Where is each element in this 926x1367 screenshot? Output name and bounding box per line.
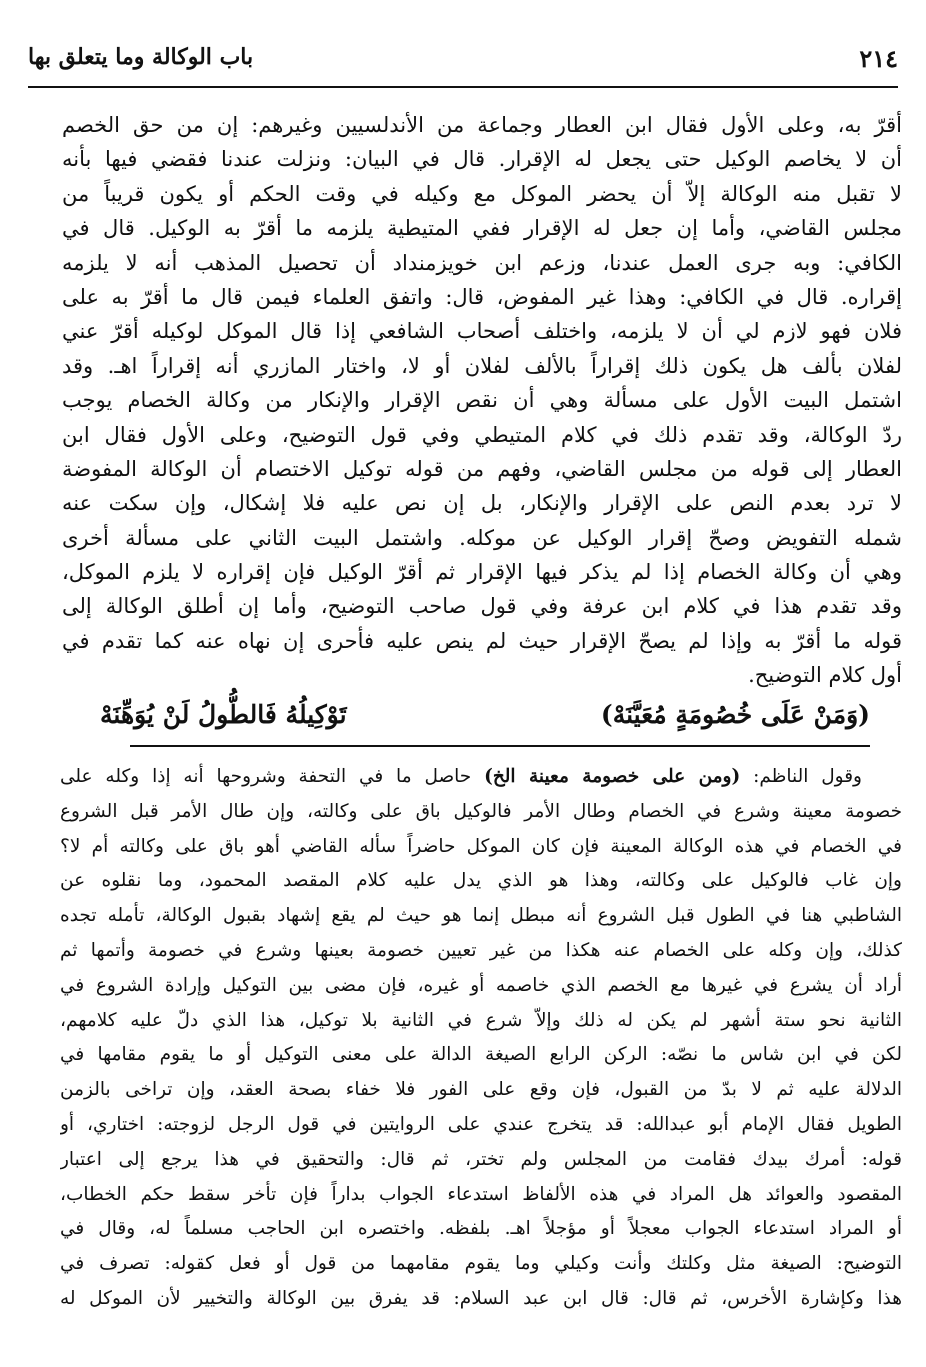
main-text [62, 108, 902, 693]
text-line: أول كلام التوضيح. [748, 663, 902, 688]
commentary-line: الثانية نحو ستة أشهر لم يكن له ذلك وإلاّ شرع في الثانية بلا توكيل، هذا الذي دلّ عليه كلامهم، [60, 1009, 902, 1031]
commentary-line: الشاطبي هنا في الطول قبل الشروع أنه مبطل إنما هو حيث لم يقع إشهاد بقبول الوكالة، تأمله تجده [60, 905, 902, 927]
commentary-line: في الخصام في هذه الوكالة المعينة فإن كان الموكل حاضراً سأله القاضي أهو باق على وكالته أم لا؟ [60, 835, 902, 857]
commentary-line: أو المراد استدعاء الجواب معجلاً أو مؤجلاً اهـ. بلفظه. واختصره ابن الحاجب مسلماً له، وقال في [60, 1218, 902, 1240]
page-number: ٢١٤ [859, 44, 898, 73]
commentary-line: المقصود والعوائد هل المراد في هذه الألفاظ استدعاء الجواب بداراً فإن تأخر سقط حكم الخطاب، [60, 1183, 902, 1205]
commentary-line: التوضيح: الصيغة مثل وكلتك وأنت وكيلي وما يقوم مقامهما من قول أو فعل كقوله: تصرف في [60, 1253, 902, 1275]
quoted-verse: (ومن على خصومة معينة الخ) [484, 766, 741, 787]
page-header [28, 42, 898, 78]
commentary-line: وإن غاب فالوكيل على وكالته، وهذا هو الذي يدل عليه كلام المقصد المحمود، وما نقلوه عن [60, 870, 902, 892]
text-line: اشتمل البيت الأول على مسألة وهي أن نقص الإقرار والإنكار من وكالة الخصام يوجب [62, 388, 902, 413]
text-line: وقد تقدم هذا في كلام ابن عرفة وفي قول صاحب التوضيح، وأما إن أطلق الوكالة إلى [62, 594, 902, 619]
commentary-line: لكن في ابن شاس ما نصّه: الركن الرابع الصيغة الدالة على معنى التوكيل أو ما يقوم مقامها في [60, 1044, 902, 1066]
running-title: باب الوكالة وما يتعلق بها [28, 44, 254, 70]
commentary-line: الطويل فقال الإمام أبو عبدالله: قد يتخرج عندي على الروايتين في قول الرجل لزوجته: اختاري، أو [60, 1113, 902, 1135]
commentary-text [60, 760, 902, 1317]
text-line: أن لا يخاصم الوكيل حتى يجعل له الإقرار. قال في البيان: ونزلت عندنا فقضي فيها بأنه [62, 147, 902, 172]
text-line: الكافي: وبه جرى العمل عندنا، وزعم ابن خويزمنداد أن تحصيل المذهب أنه لا يلزمه [62, 250, 902, 275]
text-line: ردّ الوكالة، وقد تقدم ذلك في كلام المتيطي وفي قول التوضيح، وعلى الأول فقال ابن [62, 422, 902, 447]
verse-line [100, 700, 870, 740]
text-line: العطار إلى قوله من مجلس القاضي، وفهم من قوله توكيل الاختصام أن الوكالة المفوضة [62, 456, 902, 481]
text-line: قوله ما أقرّ به وإذا لم يصحّ الإقرار حيث لم ينص عليه فأحرى إن نهاه عنه كما تقدم في [62, 628, 902, 653]
text-line: وهي أن وكالة الخصام إذا لم يذكر فيها الإقرار ثم أقرّ الوكيل فإن إقراره لا يلزم الموكل، [62, 560, 902, 585]
verse-second-hemistich: تَوْكِيلُهُ فَالطُّولُ لَنْ يُوَهِّنَهْ [100, 700, 347, 729]
commentary-line: أراد أن يشرع في غيرها مع الخصم الذي خاصمه أو غيره، فإن مضى بين التوكيل وإرادة الشروع في [60, 974, 902, 996]
header-divider [28, 86, 898, 88]
text-line: لا ترد بعدم النص على الإقرار والإنكار، بل إن نص عليه فلا إشكال، وإن سكت عنه [62, 491, 902, 516]
text-line: فلان فهو لازم لي أن لا يلزمه، واختلف أصحاب الشافعي إذا قال الموكل لوكيله أقرّ عني [62, 319, 902, 344]
text-line: لا تقبل منه الوكالة إلاّ أن يحضر الموكل مع وكيله في وقت الحكم أو يكون قريباً من [62, 181, 902, 206]
text-line: أقرّ به، وعلى الأول فقال ابن العطار وجماعة من الأندلسيين وغيرهم: إن من حق الخصم [62, 113, 902, 137]
text-line: شمله التفويض وصحّ إقرار الوكيل عن موكله. واشتمل البيت الثاني على مسألة أخرى [62, 525, 902, 550]
commentary-prefix: وقول الناظم: [740, 766, 862, 787]
verse-first-hemistich: (وَمَنْ عَلَى خُصُومَةٍ مُعَيَّنَهْ) [600, 700, 870, 729]
verse-divider [130, 745, 870, 747]
commentary-rest: حاصل ما في التحفة وشروحها أنه إذا وكله على [60, 766, 485, 787]
text-line: لفلان بألف هل يكون ذلك إقراراً بالألف لفلان أو لا، واختار المازري أنه إقراراً اهـ. وقد [62, 353, 902, 378]
commentary-line: خصومة معينة وشرع في الخصام وطال الأمر فالوكيل باق على وكالته، وإن طال الأمر قبل الشروع [60, 800, 902, 822]
commentary-line: قوله: أمرك بيدك فقامت من المجلس ولم تختر، ثم قال: والتحقيق في هذا يرجع إلى اعتبار [60, 1148, 902, 1170]
commentary-line: كذلك، وإن وكله على الخصام عنه هكذا من غير تعيين خصومة بعينها وشرع في خصومة وأتمها ثم [60, 939, 902, 961]
commentary-line: الدلالة عليه ثم لا بدّ من القبول، فإن وقع على الفور فلا خفاء بصحة العقد، وإن تراخى بالزمن [60, 1079, 902, 1101]
commentary-line: هذا وكإشارة الأخرس، ثم قال: قال ابن عبد السلام: قد يفرق بين الوكالة والتخيير لأن الموكل له [60, 1287, 902, 1309]
text-line: إقراره. قال في الكافي: وهذا غير المفوض، قال: واتفق العلماء فيمن قال ما أقرّ به على [62, 284, 902, 309]
text-line: مجلس القاضي، وأما إن جعل له الإقرار ففي المتيطية يلزمه ما أقرّ به الوكيل. قال في [62, 216, 902, 241]
commentary-first-line [60, 760, 902, 795]
